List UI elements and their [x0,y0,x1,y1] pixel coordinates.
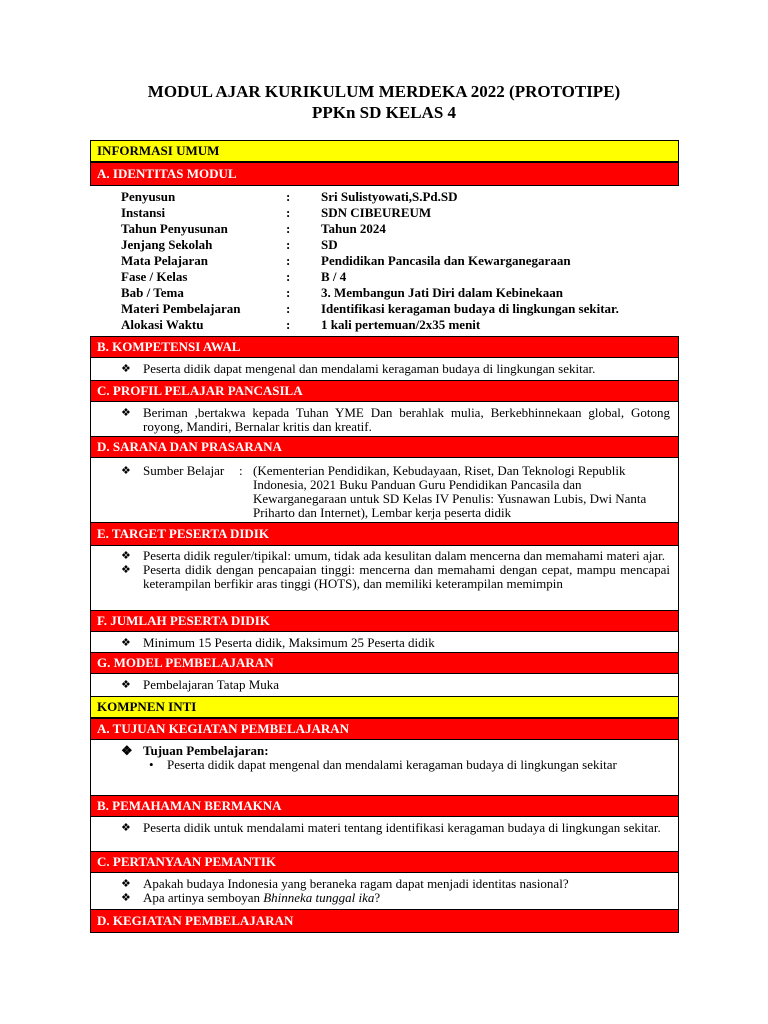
list-item-text: Peserta didik untuk mendalami materi tentang identifikasi keragaman budaya di lingkungan sekitar. [143,820,661,835]
jumlah-header: F. JUMLAH PESERTA DIDIK [90,610,679,632]
identitas-row [121,237,679,253]
doc-title: MODUL AJAR KURIKULUM MERDEKA 2022 (PROTOTIPE) [147,82,621,101]
bullet-icon: ❖ [121,743,133,758]
identitas-row [121,317,679,333]
question-text: Apakah budaya Indonesia yang beraneka ragam dapat menjadi identitas nasional? [143,876,569,891]
colon: : [286,221,291,236]
dot-bullet-icon: • [149,757,154,772]
bullet-icon: ❖ [121,465,131,477]
target-body [90,546,679,610]
bullet-icon: ❖ [121,637,131,649]
pertanyaan-body [90,873,679,909]
tujuan-label-item [121,744,670,758]
identitas-value: SDN CIBEUREUM [321,205,432,220]
bullet-icon: ❖ [121,679,131,691]
q2-post: ? [374,890,381,905]
jumlah-body [90,632,679,652]
list-item [121,406,670,434]
doc-subtitle: PPKn SD KELAS 4 [311,103,457,122]
identitas-key: Jenjang Sekolah [121,237,213,252]
module-table [90,140,679,933]
identitas-value: SD [321,237,338,252]
identitas-key: Mata Pelajaran [121,253,209,268]
sarana-body [90,458,679,522]
bullet-icon: ❖ [121,878,131,890]
identitas-row [121,221,679,237]
pemahaman-body [90,817,679,851]
colon: : [286,269,291,284]
sumber-belajar-value: (Kementerian Pendidikan, Kebudayaan, Riset, Dan Teknologi Republik Indonesia, 2021 Buku Panduan Guru Pendidikan Pancasila dan Kewarganegaraan untuk SD Kelas IV Penulis: Yusnawan Lubis, Dwi Nanta Priharto dan Internet), Lembar kerja peserta didik [253,463,647,520]
question-item [121,891,670,905]
colon: : [286,205,291,220]
informasi-umum-header: INFORMASI UMUM [90,140,679,162]
colon: : [286,301,291,316]
komponen-inti-header: KOMPNEN INTI [90,696,679,718]
model-body [90,674,679,696]
bullet-icon: ❖ [121,407,131,419]
profil-pelajar-header: C. PROFIL PELAJAR PANCASILA [90,380,679,402]
identitas-value: Identifikasi keragaman budaya di lingkungan sekitar. [321,301,619,316]
bullet-icon: ❖ [121,363,131,375]
list-item [121,362,670,376]
list-item [121,678,670,692]
colon: : [286,253,291,268]
bullet-icon: ❖ [121,892,131,904]
q2-pre: Apa artinya semboyan [143,890,264,905]
identitas-body [90,186,679,336]
sarana-header: D. SARANA DAN PRASARANA [90,436,679,458]
kegiatan-header: D. KEGIATAN PEMBELAJARAN [90,909,679,933]
identitas-value: Sri Sulistyowati,S.Pd.SD [321,189,458,204]
identitas-value: Tahun 2024 [321,221,386,236]
question-text [143,891,380,905]
identitas-row [121,301,679,317]
identitas-key: Tahun Penyusunan [121,221,228,236]
colon: : [286,285,291,300]
list-item [121,636,670,650]
list-item-text: Minimum 15 Peserta didik, Maksimum 25 Peserta didik [143,635,435,650]
sumber-belajar-item [121,464,670,520]
pertanyaan-header: C. PERTANYAAN PEMANTIK [90,851,679,873]
identitas-value: 1 kali pertemuan/2x35 menit [321,317,481,332]
colon: : [286,317,291,332]
list-item-text: Peserta didik reguler/tipikal: umum, tidak ada kesulitan dalam mencerna dan memahami materi ajar. [143,548,665,563]
list-item [121,549,670,563]
identitas-row [121,285,679,301]
tujuan-header: A. TUJUAN KEGIATAN PEMBELAJARAN [90,718,679,740]
identitas-key: Instansi [121,205,166,220]
profil-pelajar-body [90,402,679,436]
identitas-row [121,269,679,285]
kompetensi-awal-body [90,358,679,380]
identitas-row [121,189,679,205]
q2-emphasis: Bhinneka tunggal ika [263,890,375,905]
kompetensi-awal-header: B. KOMPETENSI AWAL [90,336,679,358]
list-item-text: Pembelajaran Tatap Muka [143,677,280,692]
identitas-row [121,205,679,221]
identitas-row [121,253,679,269]
colon: : [286,237,291,252]
bullet-icon: ❖ [121,822,131,834]
identitas-value: 3. Membangun Jati Diri dalam Kebinekaan [321,285,563,300]
list-item [121,563,670,591]
bullet-icon: ❖ [121,550,131,562]
sumber-belajar-label: Sumber Belajar [143,463,225,478]
tujuan-body [90,740,679,795]
identitas-value: B / 4 [321,269,347,284]
target-header: E. TARGET PESERTA DIDIK [90,522,679,546]
colon: : [239,463,243,478]
tujuan-text: Peserta didik dapat mengenal dan mendalami keragaman budaya di lingkungan sekitar [167,757,617,772]
list-item-text: Peserta didik dapat mengenal dan mendalami keragaman budaya di lingkungan sekitar. [143,361,596,376]
list-item [121,821,670,835]
identitas-value: Pendidikan Pancasila dan Kewarganegaraan [321,253,571,268]
identitas-key: Materi Pembelajaran [121,301,241,316]
model-header: G. MODEL PEMBELAJARAN [90,652,679,674]
tujuan-sub-item [121,758,670,772]
identitas-key: Penyusun [121,189,176,204]
identitas-key: Fase / Kelas [121,269,188,284]
tujuan-label: Tujuan Pembelajaran: [143,743,269,758]
identitas-key: Bab / Tema [121,285,184,300]
colon: : [286,189,291,204]
identitas-header: A. IDENTITAS MODUL [90,162,679,186]
list-item-text: Beriman ,bertakwa kepada Tuhan YME Dan berahlak mulia, Berkebhinnekaan global, Gotong royong, Mandiri, Bernalar kritis dan kreatif. [143,405,670,434]
list-item-text: Peserta didik dengan pencapaian tinggi: mencerna dan memahami dengan cepat, mampu mencapai keterampilan berfikir aras tinggi (HOTS), dan memiliki keterampilan memimpin [143,562,670,591]
identitas-key: Alokasi Waktu [121,317,204,332]
bullet-icon: ❖ [121,564,131,576]
pemahaman-header: B. PEMAHAMAN BERMAKNA [90,795,679,817]
question-item [121,877,670,891]
